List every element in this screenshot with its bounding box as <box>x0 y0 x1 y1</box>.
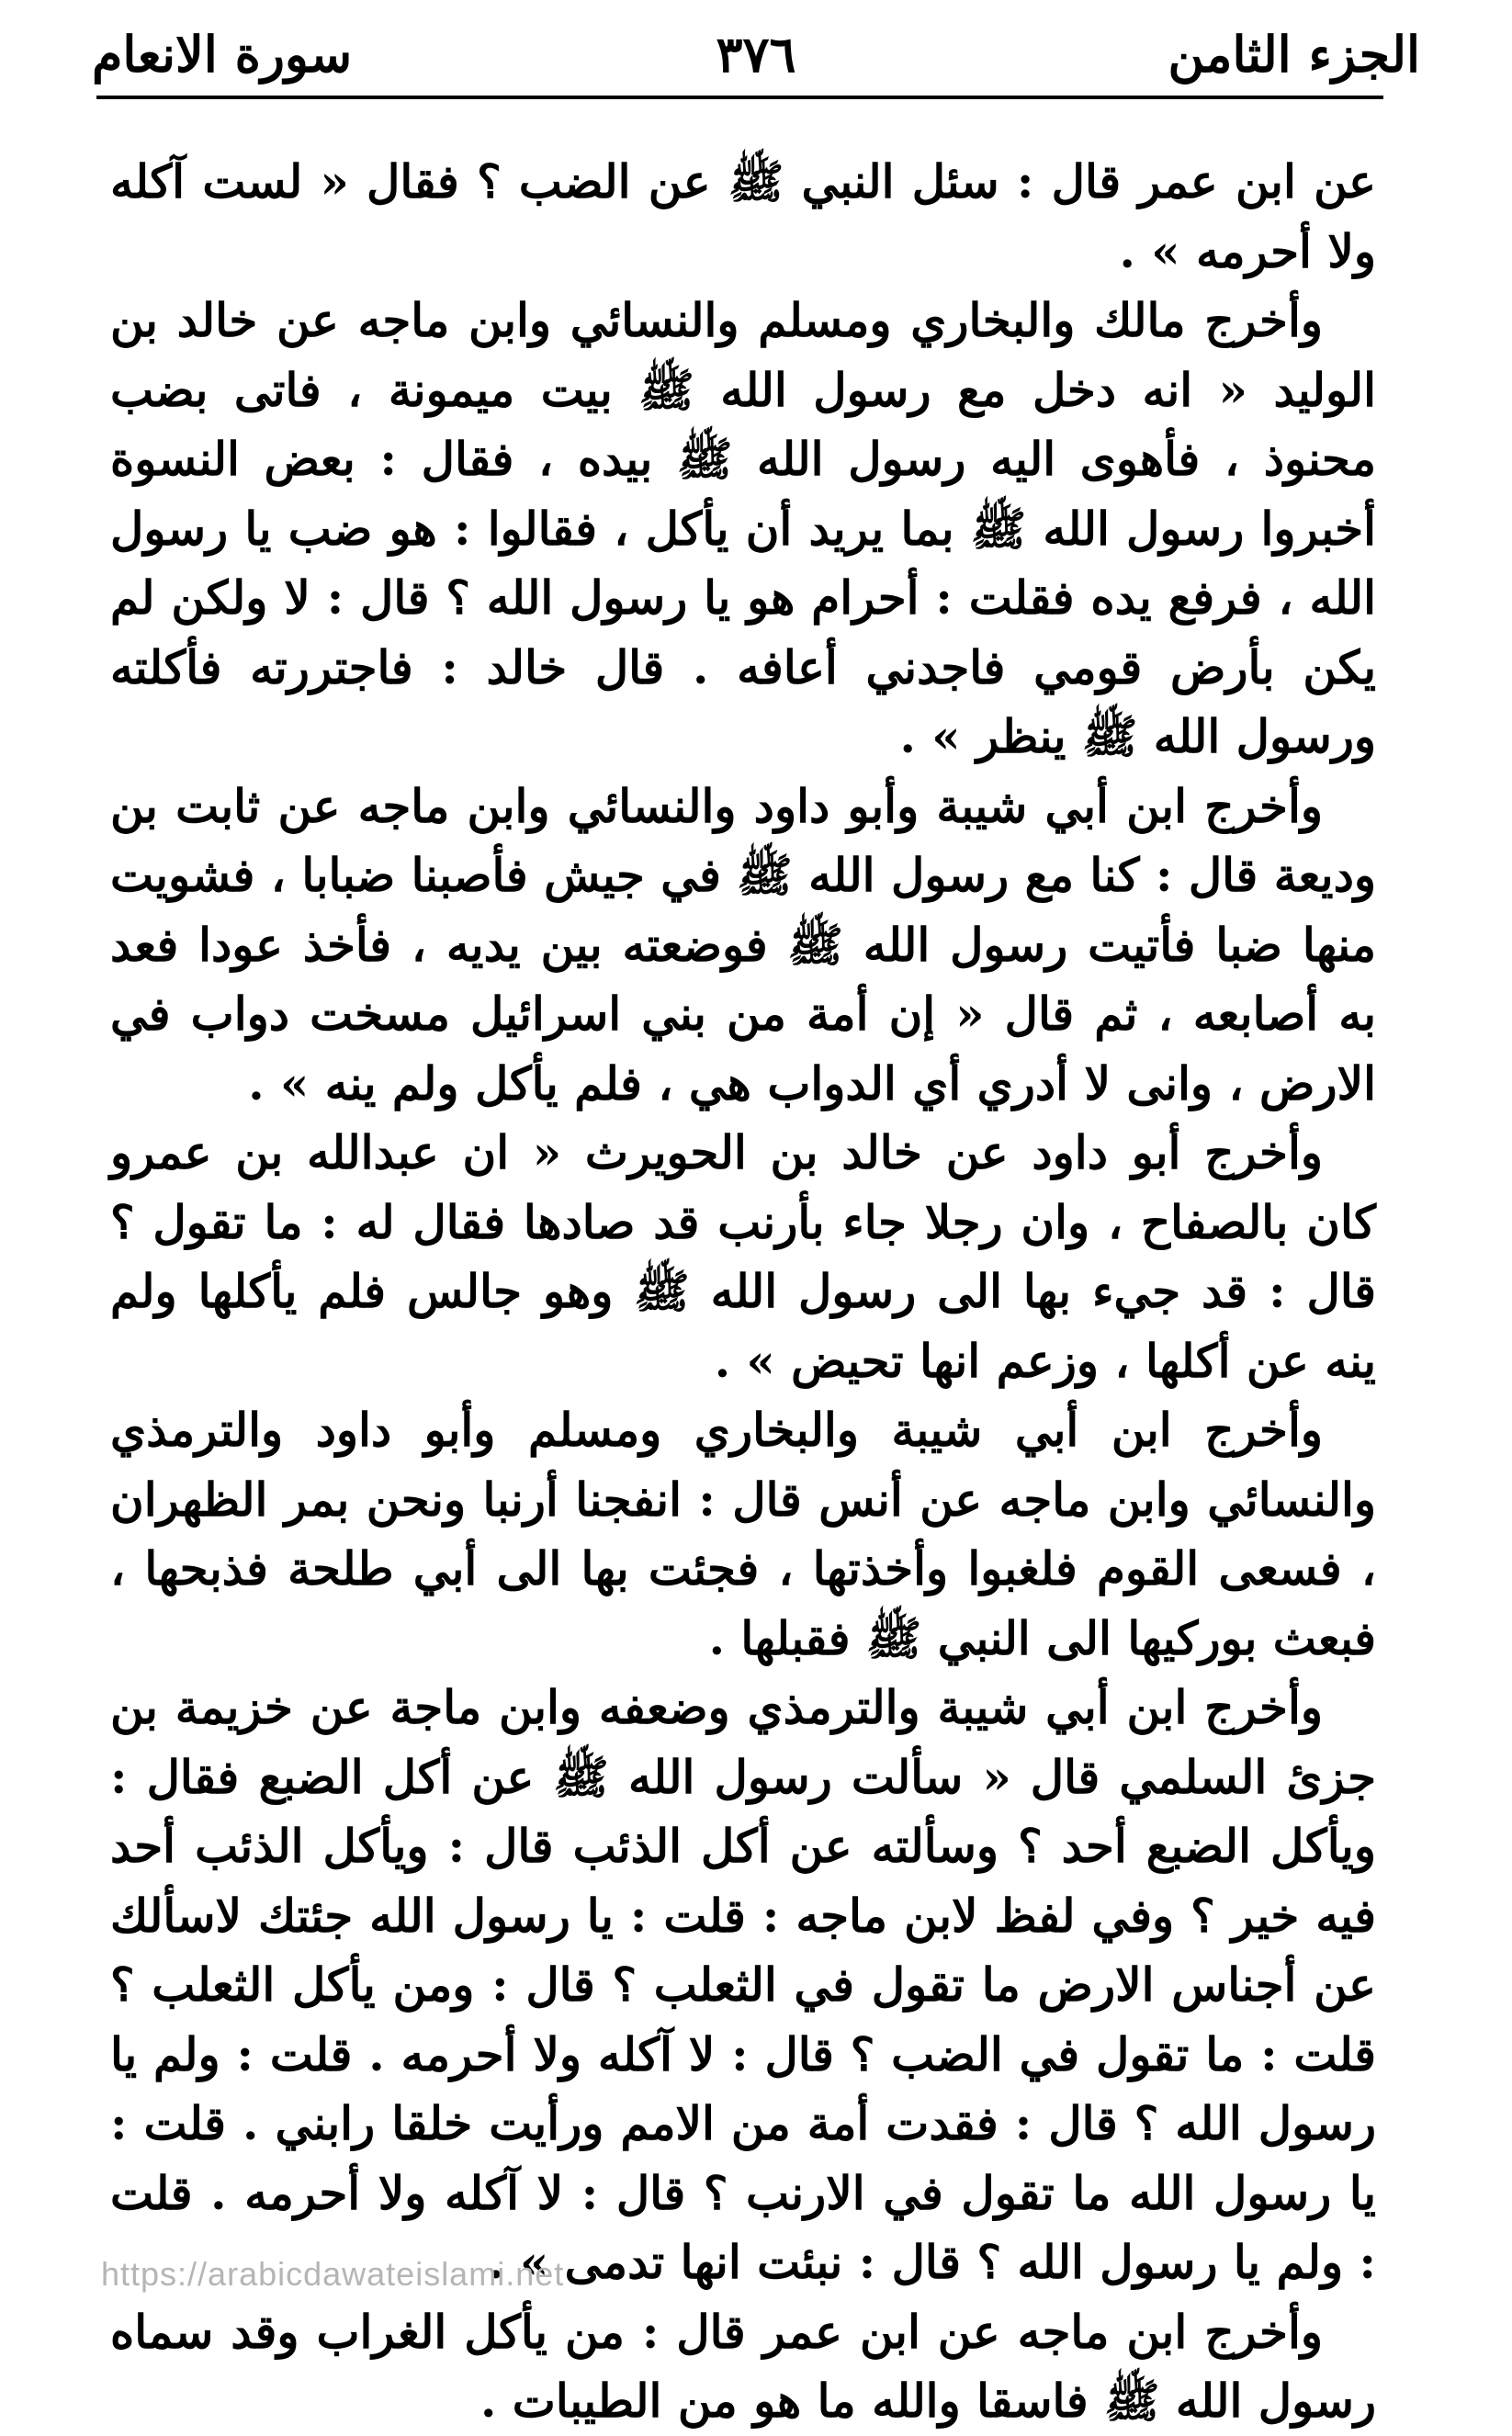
source-watermark-url: https://arabicdawateislami.net <box>101 2255 565 2293</box>
surah-title: سورة الانعام <box>92 25 353 84</box>
page-header <box>92 17 1420 99</box>
header-divider <box>96 96 1383 99</box>
juz-title: الجزء الثامن <box>1168 25 1420 84</box>
paragraph: عن ابن عمر قال : سئل النبي ﷺ عن الضب ؟ فقال « لست آكله ولا أحرمه » . <box>110 154 1376 278</box>
page-number: ٣٧٦ <box>716 25 796 84</box>
paragraph: وأخرج أبو داود عن خالد بن الحويرث « ان عبدالله بن عمرو كان بالصفاح ، وان رجلا جاء بأرنب قد صادها فقال له : ما تقول ؟ قال : قد جيء بها الى رسول الله ﷺ وهو جالس فلم يأكلها ولم ينه عن أكلها ، وزعم انها تحيض » . <box>110 1125 1376 1388</box>
paragraph: وأخرج ابن أبي شيبة والترمذي وضعفه وابن ماجة عن خزيمة بن جزئ السلمي قال « سألت رسول الله ﷺ عن أكل الضبع فقال : ويأكل الضبع أحد ؟ وسألته عن أكل الذئب قال : ويأكل الذئب أحد فيه خير ؟ وفي لفظ لابن ماجه : قلت : يا رسول الله جئتك لاسألك عن أجناس الارض ما تقول في الثعلب ؟ قال : ومن يأكل الثعلب ؟ قلت : ما تقول في الضب ؟ قال : لا آكله ولا أحرمه . قلت : ولم يا رسول الله ؟ قال : فقدت أمة من الامم ورأيت خلقا رابني . قلت : يا رسول الله ما تقول في الارنب ؟ قال : لا آكله ولا أحرمه . قلت : ولم يا رسول الله ؟ قال : نبئت انها تدمى » . <box>110 1680 1376 2289</box>
paragraph: وأخرج ابن ماجه عن ابن عمر قال : من يأكل الغراب وقد سماه رسول الله ﷺ فاسقا والله ما هو من الطيبات . <box>110 2304 1376 2428</box>
paragraph: وأخرج ابن أبي شيبة وأبو داود والنسائي وابن ماجه عن ثابت بن وديعة قال : كنا مع رسول الله ﷺ في جيش فأصبنا ضبابا ، فشويت منها ضبا فأتيت رسول الله ﷺ فوضعته بين يديه ، فأخذ عودا فعد به أصابعه ، ثم قال « إن أمة من بني اسرائيل مسخت دواب في الارض ، وانى لا أدري أي الدواب هي ، فلم يأكل ولم ينه » . <box>110 778 1376 1111</box>
paragraph: وأخرج مالك والبخاري ومسلم والنسائي وابن ماجه عن خالد بن الوليد « انه دخل مع رسول الله ﷺ بيت ميمونة ، فاتى بضب محنوذ ، فأهوى اليه رسول الله ﷺ بيده ، فقال : بعض النسوة أخبروا رسول الله ﷺ بما يريد أن يأكل ، فقالوا : هو ضب يا رسول الله ، فرفع يده فقلت : أحرام هو يا رسول الله ؟ قال : لا ولكن لم يكن بأرض قومي فاجدني أعافه . قال خالد : فاجتررته فأكلته ورسول الله ﷺ ينظر » . <box>110 293 1376 763</box>
paragraph: وأخرج ابن أبي شيبة والبخاري ومسلم وأبو داود والترمذي والنسائي وابن ماجه عن أنس قال : انفجنا أرنبا ونحن بمر الظهران ، فسعى القوم فلغبوا وأخذتها ، فجئت بها الى أبي طلحة فذبحها ، فبعث بوركيها الى النبي ﷺ فقبلها . <box>110 1403 1376 1665</box>
